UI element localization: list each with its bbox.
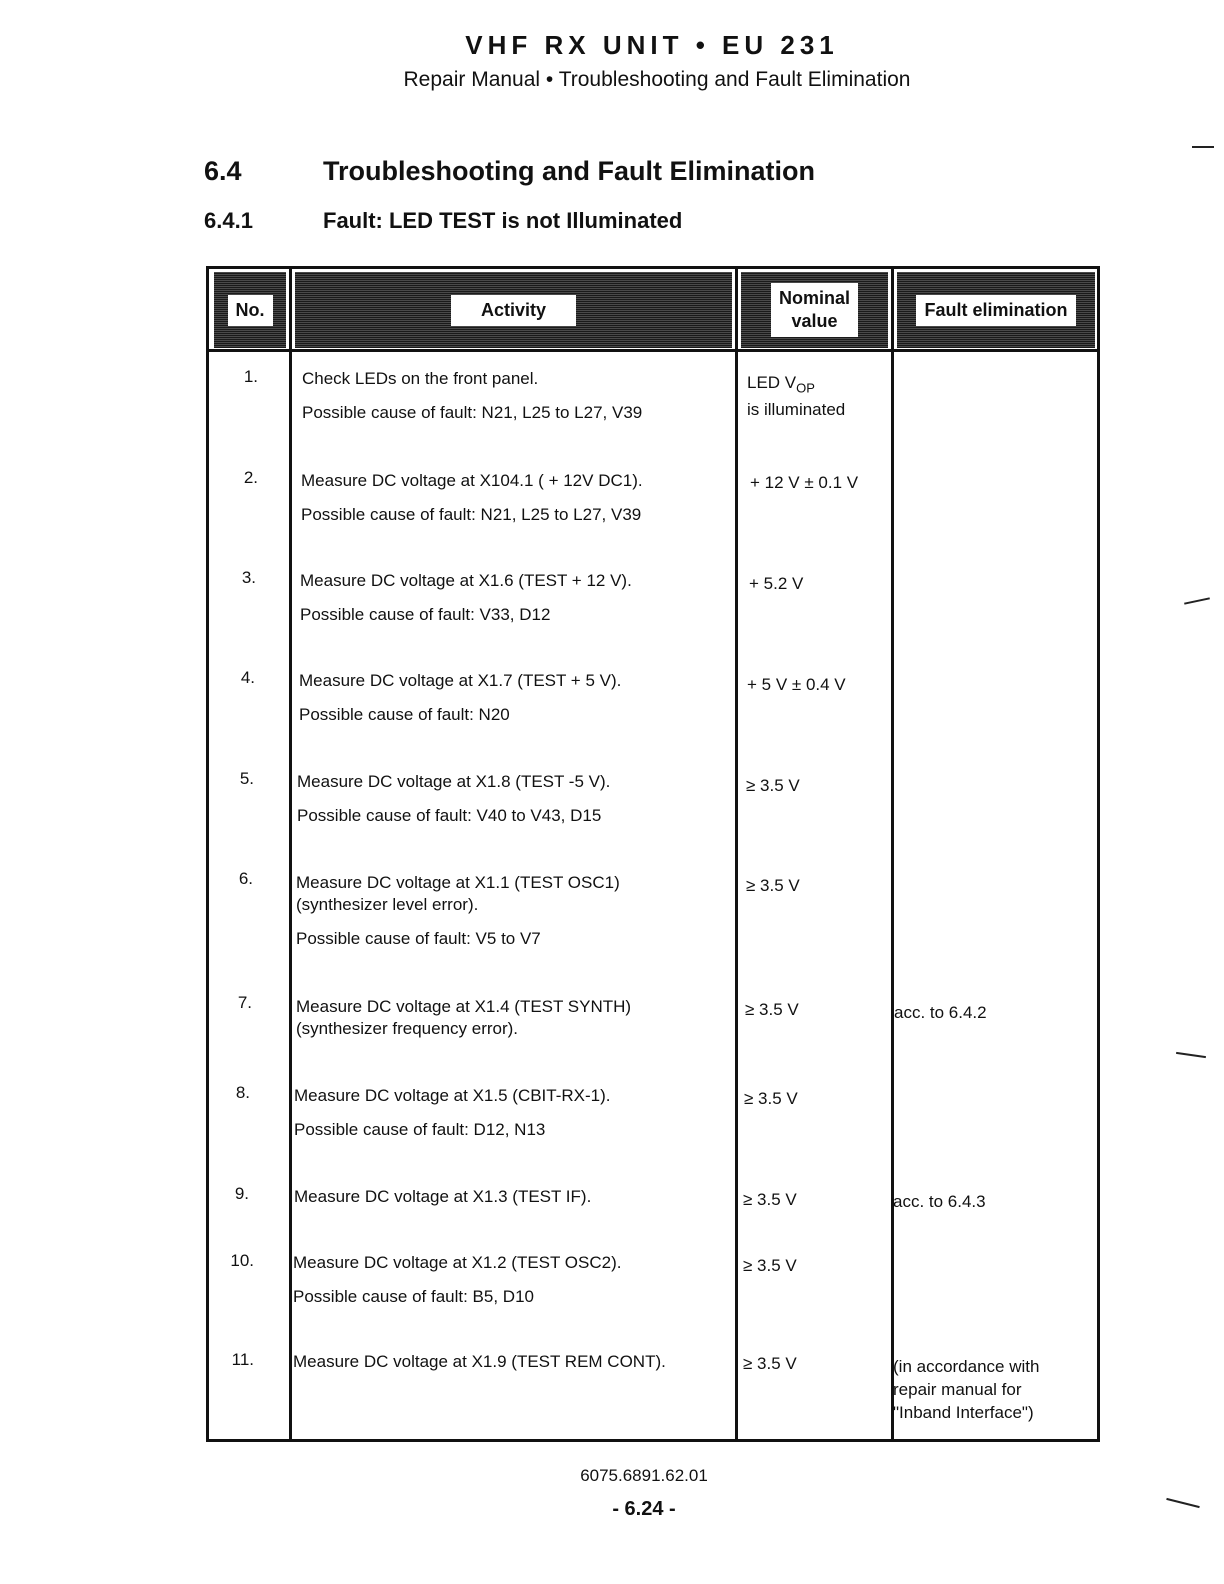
activity-text: Measure DC voltage at X104.1 ( + 12V DC1). xyxy=(301,471,643,490)
header-no-label: No. xyxy=(228,295,273,326)
row-fault-elimination: acc. to 6.4.3 xyxy=(893,1192,986,1211)
row-number: 11. xyxy=(231,1350,254,1369)
activity-text: Measure DC voltage at X1.5 (CBIT-RX-1). xyxy=(294,1086,611,1105)
document-code: 6075.6891.62.01 xyxy=(580,1466,708,1485)
row-number: 4. xyxy=(240,668,255,687)
row-number: 7. xyxy=(237,993,252,1012)
row-nominal: ≥ 3.5 V xyxy=(746,776,800,795)
row-nominal: ≥ 3.5 V xyxy=(746,876,800,895)
header-nominal-line1: Nominal xyxy=(778,288,850,308)
row-nominal: + 12 V ± 0.1 V xyxy=(750,473,859,492)
nominal-value: LED V xyxy=(747,373,797,392)
activity-text: Measure DC voltage at X1.6 (TEST + 12 V). xyxy=(300,571,632,590)
row-nominal: ≥ 3.5 V xyxy=(745,1000,799,1019)
row-number: 1. xyxy=(243,367,258,386)
row-nominal: + 5 V ± 0.4 V xyxy=(747,675,846,694)
fault-elimination-line1: (in accordance with xyxy=(893,1357,1040,1376)
row-activity xyxy=(294,1085,611,1141)
row-activity xyxy=(293,1351,666,1373)
header-fault xyxy=(897,272,1095,348)
activity-text: Measure DC voltage at X1.9 (TEST REM CONT). xyxy=(293,1352,666,1371)
activity-text: Measure DC voltage at X1.7 (TEST + 5 V). xyxy=(299,671,622,690)
fault-cause: Possible cause of fault: V33, D12 xyxy=(300,605,551,624)
activity-text: Measure DC voltage at X1.3 (TEST IF). xyxy=(294,1187,592,1206)
column-divider xyxy=(891,269,894,1439)
header-nominal-line2: value xyxy=(791,311,838,331)
row-activity xyxy=(293,1252,621,1308)
row-activity xyxy=(296,996,631,1040)
fault-cause: Possible cause of fault: V5 to V7 xyxy=(296,929,541,948)
row-nominal: ≥ 3.5 V xyxy=(743,1190,797,1209)
row-fault-elimination: acc. to 6.4.2 xyxy=(894,1003,987,1022)
fault-cause: Possible cause of fault: N21, L25 to L27, V39 xyxy=(301,505,642,524)
column-divider xyxy=(289,269,292,1439)
subsection-number: 6.4.1 xyxy=(204,208,253,233)
header-activity xyxy=(295,272,732,348)
row-number: 3. xyxy=(241,568,256,587)
row-activity xyxy=(296,872,620,950)
row-activity xyxy=(294,1186,591,1208)
scan-mark xyxy=(1184,597,1210,604)
row-activity xyxy=(301,470,643,526)
fault-cause: Possible cause of fault: N21, L25 to L27, V39 xyxy=(302,403,643,422)
scan-mark xyxy=(1176,1052,1206,1058)
activity-text: Measure DC voltage at X1.4 (TEST SYNTH) xyxy=(296,997,632,1016)
row-nominal xyxy=(747,372,845,421)
activity-text: Check LEDs on the front panel. xyxy=(302,369,539,388)
row-number: 9. xyxy=(234,1184,249,1203)
row-nominal: ≥ 3.5 V xyxy=(743,1256,797,1275)
header-no xyxy=(214,272,286,348)
header-divider xyxy=(209,349,1097,352)
document-subtitle: Repair Manual • Troubleshooting and Fault Elimination xyxy=(403,68,911,91)
row-activity xyxy=(302,368,642,424)
subsection-title: Fault: LED TEST is not Illuminated xyxy=(323,208,683,233)
header-nominal xyxy=(741,272,888,348)
column-divider xyxy=(735,269,738,1439)
row-activity xyxy=(297,771,610,827)
row-number: 2. xyxy=(243,468,258,487)
fault-cause: Possible cause of fault: D12, N13 xyxy=(294,1120,546,1139)
activity-text: Measure DC voltage at X1.8 (TEST -5 V). xyxy=(297,772,611,791)
row-number: 8. xyxy=(235,1083,250,1102)
fault-elimination-line2: repair manual for xyxy=(893,1380,1022,1399)
section-title: Troubleshooting and Fault Elimination xyxy=(323,156,815,186)
row-nominal: ≥ 3.5 V xyxy=(744,1089,798,1108)
page-number: - 6.24 - xyxy=(612,1498,676,1520)
activity-text: Measure DC voltage at X1.1 (TEST OSC1) xyxy=(296,873,620,892)
header-fault-label: Fault elimination xyxy=(916,295,1075,326)
document-title: VHF RX UNIT • EU 231 xyxy=(465,30,839,60)
header-nominal-label xyxy=(771,283,858,337)
row-activity xyxy=(300,570,632,626)
fault-cause: Possible cause of fault: B5, D10 xyxy=(293,1287,534,1306)
row-nominal: + 5.2 V xyxy=(749,574,804,593)
nominal-subscript: OP xyxy=(796,380,815,396)
scan-mark xyxy=(1192,146,1214,148)
fault-cause: Possible cause of fault: N20 xyxy=(299,705,510,724)
section-number: 6.4 xyxy=(204,156,242,186)
row-nominal: ≥ 3.5 V xyxy=(743,1354,797,1373)
row-number: 6. xyxy=(238,869,253,888)
row-number: 5. xyxy=(239,769,254,788)
fault-elimination-line3: "Inband Interface") xyxy=(893,1403,1034,1422)
header-activity-label: Activity xyxy=(451,295,576,326)
row-fault-elimination xyxy=(893,1355,1039,1424)
fault-cause: Possible cause of fault: V40 to V43, D15 xyxy=(297,806,602,825)
nominal-value-line2: is illuminated xyxy=(747,400,846,420)
row-number: 10. xyxy=(230,1251,254,1270)
activity-text: Measure DC voltage at X1.2 (TEST OSC2). xyxy=(293,1253,622,1272)
activity-text-line2: (synthesizer frequency error). xyxy=(296,1019,519,1038)
row-activity xyxy=(299,670,621,726)
activity-text-line2: (synthesizer level error). xyxy=(296,895,479,914)
